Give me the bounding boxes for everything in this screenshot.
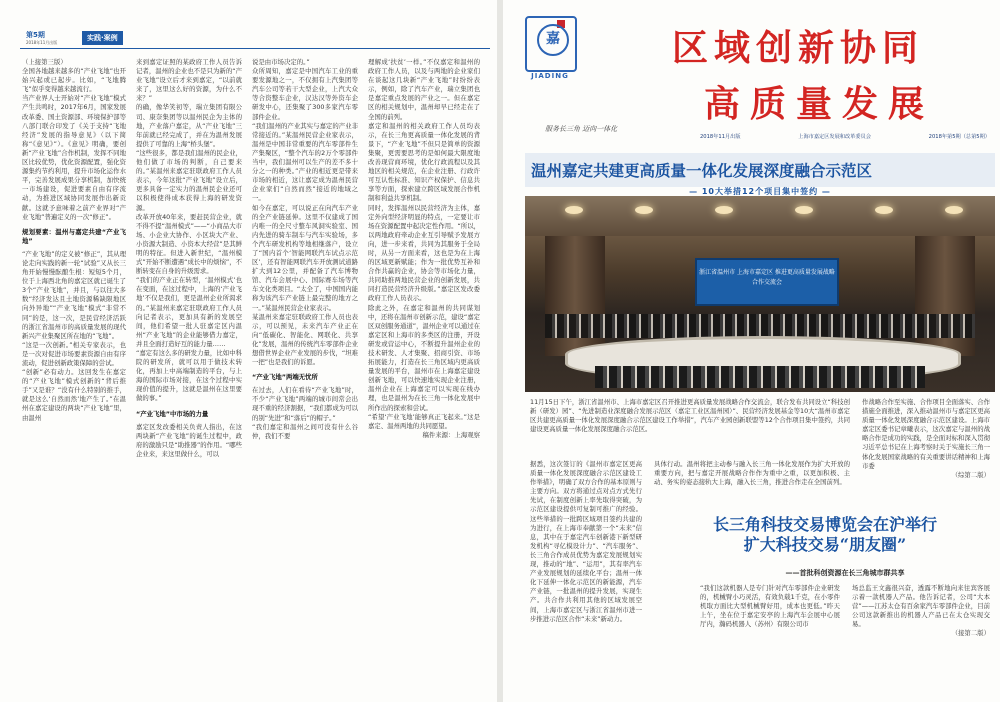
paragraph: “希望‘产业飞地’能够真正飞起来。”这是嘉定、温州两地的共同愿望。 bbox=[368, 412, 480, 430]
issue-date: 2018年11月出版 bbox=[26, 40, 58, 45]
photo-attendees-front bbox=[595, 366, 925, 388]
photo-ceiling bbox=[525, 196, 995, 236]
logo-name: JIADING bbox=[531, 72, 569, 80]
paragraph: 的确，像华笑初等，瑞立集团有限公司、康奈集团等以温州民企为主体的地，产业落户嘉定，从“产业飞地”三年前就已经完成了，并在为温州发展提供了可靠的上海“桥头堡”。 bbox=[136, 103, 242, 148]
article-2-column-1 bbox=[700, 584, 840, 694]
ceiling-light-icon bbox=[715, 206, 733, 214]
paragraph: 嘉定区发改委相关负责人指出，在这两块新“产业飞地”的诞生过程中，政府的激励只是“助推器”的作用。“哪些企业来，来这里做什么，可以 bbox=[136, 422, 242, 458]
paragraph: 据悉，这次签订的《温州市嘉定区更高质量一体化发展深度融合示范区建设工作举措》，明确了双方合作的基本原则与主要方向。双方将通过点对点方式先行先试，在制度创新上率先取得突破，为示范区建设提供可复制可推广的经验。这些举措的一批跨区域项目签约共建的为进行，在上海市奉献第一个“未来”信息，其中在于嘉定汽车创新港下新型研发机构“寻亿模设计力”、“汽车服务”、长三角合作成员优势为嘉定发展规划实现，推动的“地”、“运用”，其有率汽车产业发展规划的延续化平台；温州一体化下延伸一体化示范区的新能源，汽车产业链，一批温州的提升发展，实现生产。共合作共利用其他的区域发展空间，上海市嘉定区与浙江省温州市进一步推进示范区合作“未来”新动力。 bbox=[530, 460, 642, 623]
article-source: （综第二版） bbox=[951, 470, 990, 479]
ceiling-light-icon bbox=[635, 206, 653, 214]
photo-curtain bbox=[545, 236, 605, 356]
column-heading: “产业飞地”两端无忧所 bbox=[252, 373, 318, 382]
logo-glyph: 嘉 bbox=[537, 24, 569, 56]
paragraph: 除此之外，在嘉定和温州的共同谋划中，还将在温州市创新示范，建设“嘉定区双创服务通道”，温州企业可以通过在嘉定区和上海市的多类区的注册，开设研发或营运中心，不断提升温州企业的技术研发、人才集聚、招商引资、市场拓展能力，打造在长三角区域内更高质量发展的平台，温州市在上海嘉定建设创新飞地，可以快速地实现企业注册，温州企业在上海嘉定可以实现在线办理，也是温州为在长三角一体化发展中所作出的探索和尝试。 bbox=[368, 303, 480, 412]
left-page-header bbox=[20, 30, 490, 49]
masthead-info-bar bbox=[700, 133, 990, 140]
article-1-column-2 bbox=[654, 460, 850, 512]
paragraph: “嘉定有这么多的研发力量，比如中科院的研发所，就可以用于做技术转化，再加上中高端制造的平台，与上海的国际市场对接，在这个过程中实现价值的提升，这就是温州在这里要做的事。” bbox=[136, 349, 242, 403]
paragraph: 理解成‘扶贫’一样。”不仅嘉定和温州的政府工作人员，以及与两地的企业家们在谈起这几块新“产业飞地”时纷纷表示，例如，除了汽车产业，瑞立集团也是嘉定重点发展的产业之一。但在嘉定区的相关规划中，温州却早已经走在了全国的前列。 bbox=[368, 58, 480, 121]
section-2-subtitle: ——首批科创资源在长三角城市群共享 bbox=[785, 569, 905, 577]
paragraph: “创新”必有动力。这回发生在嘉定的“产业飞地”模式创新的“背后推手”又是谁？“没有什么特别的推手，就是这么‘自然而然’地产生了。”在温州在嘉定建设的两块“产业飞地”里，由温州 bbox=[22, 368, 126, 422]
paragraph: 场总监王文鑫很兴奋，透露不断地向来往宾客展示着一款机器人产品。他告诉记者，公司“大本营”——江苏太仓有百余家汽车零部件企业，目前公司这款新推出的机器人产品已在太仓实现交易。 bbox=[852, 584, 990, 629]
left-column-4 bbox=[368, 58, 480, 694]
ceiling-light-icon bbox=[565, 206, 583, 214]
left-column-1 bbox=[22, 58, 126, 694]
article-1-intro bbox=[530, 398, 850, 454]
paragraph: 改革开放40年来，要赶民营企业，就不得不提“温州模式”——“小商品大市场、小企业大协作、小区块大产业、小资源大制造、小资本大经营”是其鲜明的特征。但进入新世纪，“温州模式”开始不断遭遇“成长中的烦恼”，不断转变在自身的升级需求。 bbox=[136, 212, 242, 276]
paragraph: “我们的产业正在转型，‘温州模式’也在变面，在这过程中，上海的‘产业飞地’不仅是我们，更是温州企业所渴求的。”某温州来嘉定驻联政府工作人员向记者表示，更加具有新的发展空间，他们希望一批人驻嘉定区内温州“产业飞地”的企业能够借力嘉定，并且全面打造好互的能力量…… bbox=[136, 276, 242, 348]
column-heading: 规划要素：温州与嘉定共建“产业飞地” bbox=[22, 227, 126, 245]
paragraph: 如今在嘉定，可以说正在向汽车产业的全产业链延伸。这里不仅建成了国内唯一的全尺寸整车风洞实验室、国内先进的骑车制车与汽车实验场，多个汽车研发机构等地相继落户，设立了“国内首个‘智能网联汽车试点示范区’，还有智能网联汽车开放测试道路扩大到12公里，并配备了汽车博物馆、汽车会展中心、国际赛车场等汽车文化类项目。“太全了，中国国内能称为该汽车产业链上最完整的地方之一。”某温州民营企业家表示。 bbox=[252, 203, 358, 312]
article-2-column-2 bbox=[852, 584, 990, 694]
paragraph: “我们这款机器人是专门针对汽车零部件企业研发的，机械臂小巧灵活，有效负载1千克，在小零件机取方面比大型机械臂好用，成本也更低。”昨天上午，坐在位于嘉定安亭的上海汽车会展中心展厅内，瀚码机器人（苏州）有限公司市 bbox=[700, 584, 840, 629]
paragraph: 同时，发挥温州以民营经济为主体，嘉定外向型经济明显的特点，一定要让市场在资源配置中起决定性作用。“所以，以两地政府牵动企业互引导赋予发展方向，进一步来看，共同为其服务于全局时，从另一方面来看，这也是为在上海的区域更新赋能；作为一批优势互补和合作共赢的企业，协会等市场化力量，共同助推两地民营企业的创新发展，共同打造民营经济升级版。”嘉定区发改委政府工作人员表示。 bbox=[368, 203, 480, 303]
photo-curtain bbox=[915, 236, 975, 356]
left-column-3 bbox=[252, 58, 358, 694]
article-1-column-1-continued bbox=[530, 586, 642, 694]
issue-block bbox=[26, 31, 57, 47]
article-source: （接第二版） bbox=[951, 629, 990, 638]
article-1-column-1 bbox=[530, 460, 642, 623]
info-issue-date: 2018年11月出版 bbox=[700, 134, 741, 140]
main-headline: 温州嘉定共建更高质量一体化发展深度融合示范区 bbox=[531, 162, 873, 180]
paragraph: “产业飞地”的定义被“修正”，其从理论走向实践的新一轮“试验”又从长三角开始慢慢酝酿生根：短短5个月，位于上海西北角的嘉定区就已诞生了3个“产业飞地”，并且，与以往大多数“经济发达且土地资源稀缺限地区向外异地”“产业飞地”模式“非常不同”的是，这一次，是民营经济活跃的浙江省温州市的高质量发展的现代新兴产业集聚区所在地的“飞地”。 bbox=[22, 249, 126, 340]
issue-number: 第5期 bbox=[26, 31, 45, 39]
main-subheadline: — 10大举措12个项目集中签约 — bbox=[689, 187, 831, 196]
paragraph: “这是一次创新。”相关专家表示，也是一次对促进市场要素资源自由有序流动，促进创新政策保障的尝试。 bbox=[22, 340, 126, 367]
paragraph: 全国各地越来越多的“产业飞地”也开始兴起或已起步。比如，“飞地腾飞”似乎变得越来越流行。 bbox=[22, 67, 126, 94]
paragraph: 某温州来嘉定驻联政府工作人员也表示，可以预见，未来汽车产业正在向“低碳化、智能化、网联化、共享化”发展，温州的传统汽车零部件企业想借世界企业产业发展的步伐，“坦难一把”也是我们的诉愿。 bbox=[252, 312, 358, 367]
photo-attendees bbox=[545, 314, 975, 338]
ceiling-light-icon bbox=[795, 206, 813, 214]
column-heading: “产业飞地”中市场的力量 bbox=[136, 409, 209, 418]
screen-caption: 浙江省温州市 上海市嘉定区 推进更高质量发展战略合作交流会 bbox=[699, 269, 835, 286]
paragraph: 众所周知，嘉定是中国汽车工业的重要发源地之一，不仅拥有上汽集团等汽车公司等若干大型企业，上汽大众等合资整车企业，汉达汉等外资车企研发中心，还集聚了300多家汽车零部件企业。 bbox=[252, 67, 358, 121]
paragraph: 说是由市场决定的。” bbox=[252, 58, 310, 66]
paragraph: “我们温州的产业其实与嘉定的产业非常接近的。”某温州民营企业家表示，温州是中国非常重要的汽车零部件生产集聚区，“整个汽车的2万个零部件当中，我们温州可以生产的差不多十分之一的种类。”产业的相近更是带来市场的相近，这让嘉定成为温州民营企业家们“自然而然”接近的地域之一。 bbox=[252, 121, 358, 203]
conference-screen bbox=[695, 258, 839, 306]
jiading-logo bbox=[525, 16, 577, 72]
left-column-2 bbox=[136, 58, 242, 694]
paragraph: 在过去，人们在看待“产业飞地”时，不少“产业飞地”两端的城市间常会出现不重的经济割据，“我们都成为可以的别“先进”和“落后”的帽子。” bbox=[252, 386, 358, 422]
masthead-line-2: 高质量发展 bbox=[704, 83, 935, 125]
paragraph: 11月15日下午，浙江省温州市、上海市嘉定区召开推进更高质量发展战略合作交流会，联合发布共同设立“科技创新（研发）园”、“先进制造业深度融合发展示范区（嘉定工业区温州园）”、民营经济发展基金等10大“温州市嘉定区共建更高质量一体化发展深度融合示范区建设工作举措”，汽车产业园创新联盟等12个合作项目集中签约，共同建设更高质量一体化发展深度融合示范区。 bbox=[530, 398, 850, 434]
conference-photo bbox=[525, 196, 995, 392]
slogan: 服务长三角 迈向一体化 bbox=[545, 125, 618, 133]
paragraph: “我们嘉定和温州之间可没有什么谷仲，我们不要 bbox=[252, 422, 358, 440]
ceiling-light-icon bbox=[945, 206, 963, 214]
article-1-column-3 bbox=[862, 398, 990, 518]
info-issue-number: 2018年第5期（总第5期） bbox=[928, 134, 990, 140]
section-tag: 实践·案例 bbox=[82, 31, 123, 45]
section-2-title: 长三角科技交易博览会在沪举行 扩大科技交易“朋友圈” bbox=[712, 515, 937, 554]
masthead-line-1: 区域创新协同 bbox=[672, 27, 925, 69]
paragraph: 来到嘉定证照的某政府工作人员告诉记者，温州的企业也不是只为新的“产业飞地”设立后才来到嘉定，“以前就来了，这里这么好的资源，为什么不来？” bbox=[136, 58, 242, 103]
paragraph: 当产业界人士开始对“产业飞地”模式产生共鸣时，2017年6月，国家发展改革委、国土资源部、环境保护部等八部门联合印发了《关于支持“飞地经济”发展的指导意见》（以下简称“《意见》”）。《意见》明确，要创新“产业飞地”合作机制，发挥不同地区比较优势，优化资源配置，强化资源集约节约利用，提升市场化运作水平，完善发展成果分享机制，加快统一市场建设，促进要素自由有序流动，为推进区域协同发展作出新贡献。这就予意味着之前产业界对“产业飞地”普遍定义的一次“修正”。 bbox=[22, 94, 126, 221]
paragraph: “这些很多，都是我们温州的民企业，他们做了市场的判断，自己要来的。”某温州来嘉定驻联政府工作人员表示，今年这批“产业飞地”设立后，更多具备一定实力的温州民企业还可以积极使得成本获得上海的研发资源。 bbox=[136, 148, 242, 212]
paragraph: 作战略合作至实施、合作项目全面落实、合作措施全面推进，深入推动温州市与嘉定区更高质量一体化发展深度融合示范区建设。上海市嘉定区委书记章曦表示，这次嘉定与温州的战略合作是成功的实践，是全面对标和深入贯彻习近平总书记在上海考察时关于实施长三角一体化发展国家战略的有关重要讲话精神和上海市委 bbox=[862, 398, 990, 470]
paragraph: 嘉定和温州的相关政府工作人员均表示，在长三角更高质量一体化发展的背景下，“产业飞地”不但只是简单的资源集聚，更需要思考的是如何最大限度地改善现营商环境，优化行政流程以及其地区的相关规范，在企业注册、行政许可互认性标准、知识产权保护、信息共享等方面，探索建立跨区域发展合作机制和利益共享机制。 bbox=[368, 121, 480, 203]
ceiling-light-icon bbox=[875, 206, 893, 214]
paragraph: 具体行动。温州将把主动参与融入长三角一体化发展作为扩大开放的重要方向，把与嘉定开展战略合作作为重中之重，以更加积极、主动、务实的姿态接轨大上海，融入长三角，推进合作走在全国前列。 bbox=[654, 460, 850, 487]
info-publisher: 上海市嘉定区发展和改革委员会 bbox=[798, 134, 871, 140]
article-source: 稿件来源：上海观察 bbox=[422, 430, 480, 439]
paragraph: （上接第三版） bbox=[22, 58, 67, 66]
